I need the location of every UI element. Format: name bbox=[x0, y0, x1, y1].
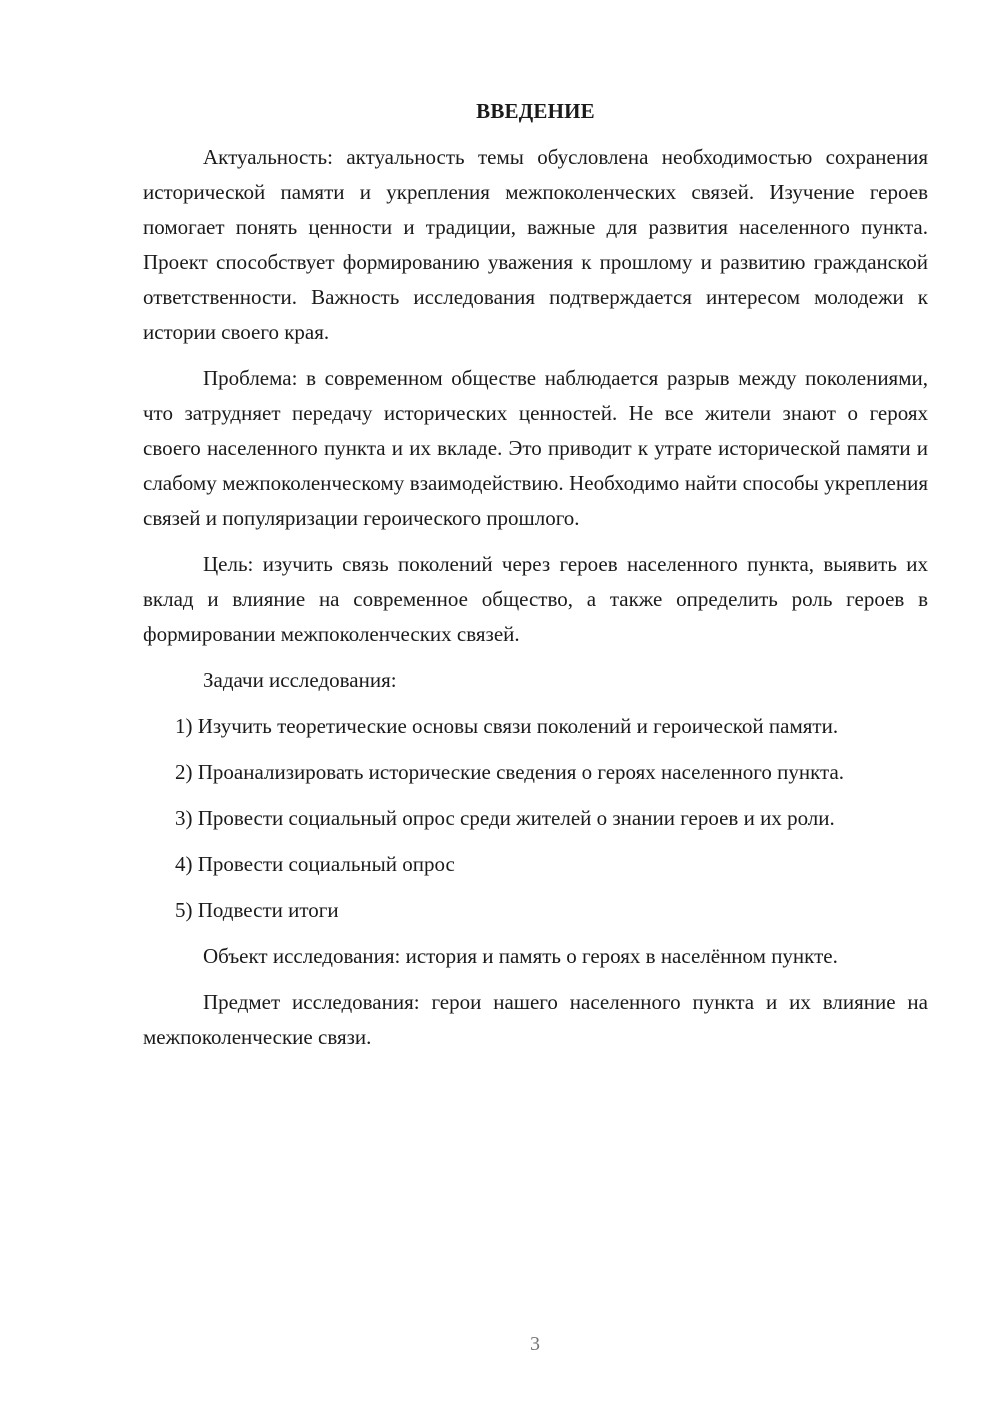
task-item-5: 5) Подвести итоги bbox=[175, 898, 339, 922]
tasks-heading: Задачи исследования: bbox=[203, 668, 397, 692]
task-item-4: 4) Провести социальный опрос bbox=[175, 852, 455, 876]
task-item-2: 2) Проанализировать исторические сведения о героях населенного пункта. bbox=[175, 760, 845, 784]
page-title: ВВЕДЕНИЕ bbox=[476, 99, 595, 123]
paragraph-object: Объект исследования: история и память о героях в населённом пункте. bbox=[203, 944, 838, 968]
paragraph-subject: Предмет исследования: герои нашего населенного пункта и их влияние на межпоколенческие связи. bbox=[143, 990, 928, 1049]
task-item-3: 3) Провести социальный опрос среди жителей о знании героев и их роли. bbox=[175, 806, 835, 830]
page-number: 3 bbox=[530, 1333, 540, 1355]
paragraph-goal: Цель: изучить связь поколений через героев населенного пункта, выявить их вклад и влияние на современное общество, а также определить роль героев в формировании межпоколенческих связей. bbox=[143, 552, 928, 646]
paragraph-problem: Проблема: в современном обществе наблюдается разрыв между поколениями, что затрудняет передачу исторических ценностей. Не все жители знают о героях своего населенного пункта и их вкладе. Это приводит к утрате исторической памяти и слабому межпоколенческому взаимодействию. Необходимо найти способы укрепления связей и популяризации героического прошлого. bbox=[143, 366, 928, 530]
page-content bbox=[143, 96, 928, 1066]
task-item-1: 1) Изучить теоретические основы связи поколений и героической памяти. bbox=[175, 714, 839, 738]
paragraph-relevance: Актуальность: актуальность темы обусловлена необходимостью сохранения исторической памяти и укрепления межпоколенческих связей. Изучение героев помогает понять ценности и традиции, важные для развития населенного пункта. Проект способствует формированию уважения к прошлому и развитию гражданской ответственности. Важность исследования подтверждается интересом молодежи к истории своего края. bbox=[143, 145, 928, 344]
